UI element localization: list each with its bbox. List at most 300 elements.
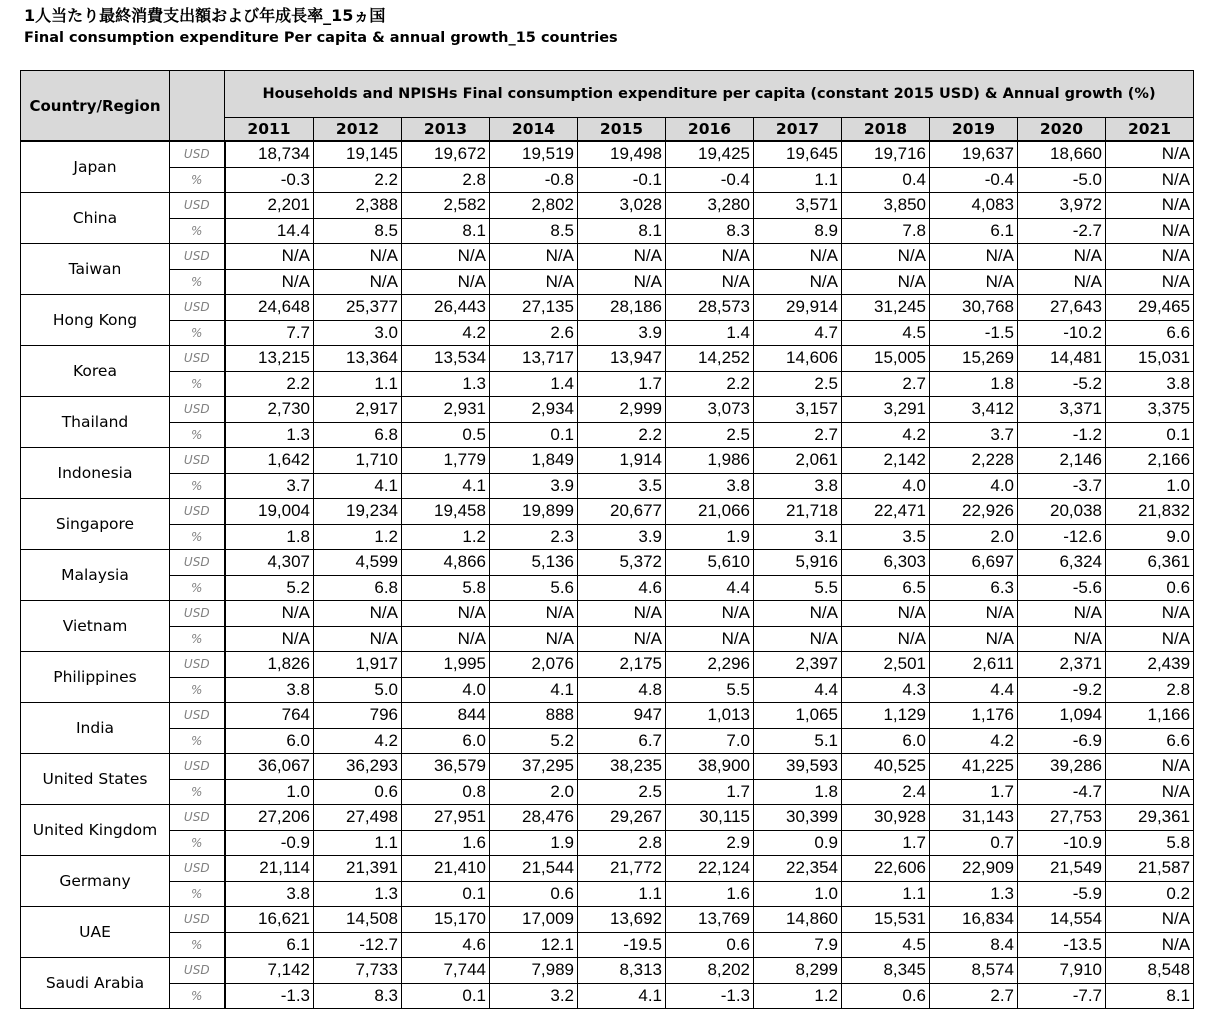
usd-value-cell: 37,295 (490, 754, 578, 780)
table-header (21, 71, 1194, 142)
usd-value-cell: 19,899 (490, 499, 578, 525)
growth-value-cell: 2.7 (842, 371, 930, 397)
growth-value-cell: 6.8 (314, 575, 402, 601)
country-name: Philippines (21, 652, 170, 703)
growth-value-cell: 4.2 (402, 320, 490, 346)
growth-value-cell: 1.1 (314, 371, 402, 397)
usd-value-cell: 13,364 (314, 346, 402, 372)
growth-value-cell: 1.3 (402, 371, 490, 397)
table-row-growth (21, 371, 1194, 397)
usd-value-cell: 38,900 (666, 754, 754, 780)
growth-value-cell: 2.0 (930, 524, 1018, 550)
growth-value-cell: 1.0 (225, 779, 314, 805)
usd-value-cell: 21,066 (666, 499, 754, 525)
table-row-growth (21, 983, 1194, 1009)
growth-value-cell: -10.9 (1018, 830, 1106, 856)
growth-value-cell: 8.1 (578, 218, 666, 244)
growth-value-cell: 1.8 (930, 371, 1018, 397)
growth-value-cell: 3.5 (842, 524, 930, 550)
usd-value-cell: 5,372 (578, 550, 666, 576)
growth-value-cell: 1.9 (490, 830, 578, 856)
table-row-growth (21, 320, 1194, 346)
year-header: 2015 (578, 118, 666, 142)
usd-value-cell: 4,083 (930, 193, 1018, 219)
growth-value-cell: 2.8 (1106, 677, 1194, 703)
usd-value-cell: 2,146 (1018, 448, 1106, 474)
growth-value-cell: N/A (578, 626, 666, 652)
usd-value-cell: 30,928 (842, 805, 930, 831)
table-row-usd (21, 703, 1194, 729)
usd-value-cell: 20,038 (1018, 499, 1106, 525)
usd-value-cell: 947 (578, 703, 666, 729)
growth-value-cell: 2.6 (490, 320, 578, 346)
usd-value-cell: N/A (666, 601, 754, 627)
usd-value-cell: 38,235 (578, 754, 666, 780)
usd-value-cell: 15,005 (842, 346, 930, 372)
growth-value-cell: -0.4 (666, 167, 754, 193)
table-row-growth (21, 677, 1194, 703)
usd-value-cell: N/A (754, 244, 842, 270)
table-row-growth (21, 626, 1194, 652)
table-row-growth (21, 779, 1194, 805)
growth-value-cell: 5.5 (754, 575, 842, 601)
growth-value-cell: N/A (754, 626, 842, 652)
growth-value-cell: 3.8 (666, 473, 754, 499)
growth-value-cell: 7.9 (754, 932, 842, 958)
growth-value-cell: 8.3 (666, 218, 754, 244)
usd-value-cell: 39,286 (1018, 754, 1106, 780)
usd-value-cell: 2,166 (1106, 448, 1194, 474)
table-row-usd (21, 448, 1194, 474)
unit-label-percent: % (170, 728, 225, 754)
growth-value-cell: 3.9 (490, 473, 578, 499)
unit-label-percent: % (170, 269, 225, 295)
usd-value-cell: 19,458 (402, 499, 490, 525)
usd-value-cell: 17,009 (490, 907, 578, 933)
usd-value-cell: 1,914 (578, 448, 666, 474)
growth-value-cell: 4.4 (666, 575, 754, 601)
unit-label-usd: USD (170, 244, 225, 270)
usd-value-cell: 2,371 (1018, 652, 1106, 678)
growth-value-cell: 4.5 (842, 320, 930, 346)
usd-value-cell: 19,672 (402, 141, 490, 167)
table-row-usd (21, 193, 1194, 219)
growth-value-cell: 0.6 (842, 983, 930, 1009)
growth-value-cell: -7.7 (1018, 983, 1106, 1009)
usd-value-cell: 2,582 (402, 193, 490, 219)
growth-value-cell: 3.7 (930, 422, 1018, 448)
usd-value-cell: 31,245 (842, 295, 930, 321)
unit-label-usd: USD (170, 550, 225, 576)
table-body (21, 141, 1194, 1009)
usd-value-cell: 2,999 (578, 397, 666, 423)
growth-value-cell: -5.6 (1018, 575, 1106, 601)
usd-value-cell: 39,593 (754, 754, 842, 780)
usd-value-cell: 27,643 (1018, 295, 1106, 321)
growth-value-cell: -0.4 (930, 167, 1018, 193)
growth-value-cell: 1.7 (578, 371, 666, 397)
growth-value-cell: 5.1 (754, 728, 842, 754)
country-name: Hong Kong (21, 295, 170, 346)
main-header: Households and NPISHs Final consumption expenditure per capita (constant 2015 USD) & Annual growth (%) (225, 71, 1194, 118)
usd-value-cell: N/A (314, 601, 402, 627)
table-row-growth (21, 269, 1194, 295)
usd-value-cell: 1,826 (225, 652, 314, 678)
table-row-usd (21, 295, 1194, 321)
page-title-japanese: 1人当たり最終消費支出額および年成長率_15ヵ国 (24, 6, 386, 25)
usd-value-cell: 844 (402, 703, 490, 729)
growth-value-cell: 8.5 (314, 218, 402, 244)
usd-value-cell: 27,498 (314, 805, 402, 831)
usd-value-cell: 40,525 (842, 754, 930, 780)
table-row-usd (21, 805, 1194, 831)
year-header: 2021 (1106, 118, 1194, 142)
growth-value-cell: 2.7 (754, 422, 842, 448)
usd-value-cell: 7,142 (225, 958, 314, 984)
usd-value-cell: 2,076 (490, 652, 578, 678)
usd-value-cell: 16,621 (225, 907, 314, 933)
growth-value-cell: 1.2 (314, 524, 402, 550)
usd-value-cell: 2,439 (1106, 652, 1194, 678)
usd-value-cell: 28,476 (490, 805, 578, 831)
growth-value-cell: -3.7 (1018, 473, 1106, 499)
growth-value-cell: 8.1 (1106, 983, 1194, 1009)
usd-value-cell: 1,986 (666, 448, 754, 474)
usd-value-cell: 3,972 (1018, 193, 1106, 219)
growth-value-cell: N/A (490, 626, 578, 652)
usd-value-cell: 2,501 (842, 652, 930, 678)
growth-value-cell: 8.9 (754, 218, 842, 244)
country-name: Singapore (21, 499, 170, 550)
usd-value-cell: 3,073 (666, 397, 754, 423)
usd-value-cell: N/A (930, 244, 1018, 270)
growth-value-cell: 1.7 (842, 830, 930, 856)
growth-value-cell: 4.7 (754, 320, 842, 346)
usd-value-cell: 13,947 (578, 346, 666, 372)
growth-value-cell: N/A (1018, 269, 1106, 295)
table-row-usd (21, 601, 1194, 627)
growth-value-cell: 1.0 (1106, 473, 1194, 499)
growth-value-cell: 1.1 (314, 830, 402, 856)
unit-label-percent: % (170, 320, 225, 346)
usd-value-cell: 5,916 (754, 550, 842, 576)
usd-value-cell: 2,201 (225, 193, 314, 219)
growth-value-cell: 2.5 (666, 422, 754, 448)
usd-value-cell: 3,157 (754, 397, 842, 423)
unit-label-usd: USD (170, 754, 225, 780)
usd-value-cell: N/A (754, 601, 842, 627)
growth-value-cell: N/A (402, 626, 490, 652)
growth-value-cell: 0.6 (1106, 575, 1194, 601)
growth-value-cell: 0.6 (490, 881, 578, 907)
growth-value-cell: N/A (930, 626, 1018, 652)
growth-value-cell: 1.4 (666, 320, 754, 346)
usd-value-cell: 19,645 (754, 141, 842, 167)
unit-label-percent: % (170, 167, 225, 193)
table-row-usd (21, 397, 1194, 423)
growth-value-cell: 2.3 (490, 524, 578, 550)
table-row-usd (21, 346, 1194, 372)
table-row-growth (21, 830, 1194, 856)
usd-value-cell: 8,202 (666, 958, 754, 984)
growth-value-cell: 6.0 (842, 728, 930, 754)
growth-value-cell: 4.2 (842, 422, 930, 448)
growth-value-cell: 0.5 (402, 422, 490, 448)
expenditure-table (20, 70, 1194, 1009)
growth-value-cell: 0.8 (402, 779, 490, 805)
usd-value-cell: 36,293 (314, 754, 402, 780)
usd-value-cell: 41,225 (930, 754, 1018, 780)
table-row-usd (21, 141, 1194, 167)
country-name: United States (21, 754, 170, 805)
usd-value-cell: 19,716 (842, 141, 930, 167)
country-name: Thailand (21, 397, 170, 448)
usd-value-cell: 2,397 (754, 652, 842, 678)
growth-value-cell: N/A (1106, 626, 1194, 652)
usd-value-cell: 30,768 (930, 295, 1018, 321)
growth-value-cell: 1.7 (930, 779, 1018, 805)
growth-value-cell: 2.8 (402, 167, 490, 193)
growth-value-cell: N/A (930, 269, 1018, 295)
usd-value-cell: 28,186 (578, 295, 666, 321)
growth-value-cell: -13.5 (1018, 932, 1106, 958)
country-name: Taiwan (21, 244, 170, 295)
usd-value-cell: 2,931 (402, 397, 490, 423)
usd-value-cell: 36,067 (225, 754, 314, 780)
usd-value-cell: N/A (1106, 193, 1194, 219)
usd-value-cell: 21,772 (578, 856, 666, 882)
growth-value-cell: 6.5 (842, 575, 930, 601)
unit-label-usd: USD (170, 601, 225, 627)
usd-value-cell: 14,481 (1018, 346, 1106, 372)
usd-value-cell: 14,252 (666, 346, 754, 372)
table-row-growth (21, 218, 1194, 244)
usd-value-cell: 30,399 (754, 805, 842, 831)
usd-value-cell: 15,531 (842, 907, 930, 933)
usd-value-cell: 13,215 (225, 346, 314, 372)
growth-value-cell: 3.8 (1106, 371, 1194, 397)
usd-value-cell: 7,733 (314, 958, 402, 984)
growth-value-cell: -9.2 (1018, 677, 1106, 703)
growth-value-cell: 1.1 (842, 881, 930, 907)
growth-value-cell: 8.4 (930, 932, 1018, 958)
growth-value-cell: 1.3 (314, 881, 402, 907)
usd-value-cell: 15,170 (402, 907, 490, 933)
year-header: 2011 (225, 118, 314, 142)
growth-value-cell: 3.1 (754, 524, 842, 550)
usd-value-cell: 29,914 (754, 295, 842, 321)
usd-value-cell: N/A (1106, 754, 1194, 780)
usd-value-cell: 13,717 (490, 346, 578, 372)
usd-value-cell: 14,508 (314, 907, 402, 933)
usd-value-cell: 764 (225, 703, 314, 729)
growth-value-cell: 4.0 (930, 473, 1018, 499)
usd-value-cell: N/A (1106, 907, 1194, 933)
unit-label-percent: % (170, 575, 225, 601)
growth-value-cell: 5.0 (314, 677, 402, 703)
growth-value-cell: 4.1 (578, 983, 666, 1009)
growth-value-cell: -12.6 (1018, 524, 1106, 550)
usd-value-cell: 3,280 (666, 193, 754, 219)
table-row-usd (21, 754, 1194, 780)
growth-value-cell: 3.5 (578, 473, 666, 499)
usd-value-cell: 27,753 (1018, 805, 1106, 831)
growth-value-cell: 2.0 (490, 779, 578, 805)
growth-value-cell: 4.1 (402, 473, 490, 499)
usd-value-cell: 22,124 (666, 856, 754, 882)
growth-value-cell: N/A (1106, 779, 1194, 805)
usd-value-cell: 30,115 (666, 805, 754, 831)
usd-value-cell: N/A (490, 601, 578, 627)
growth-value-cell: 7.0 (666, 728, 754, 754)
usd-value-cell: 25,377 (314, 295, 402, 321)
usd-value-cell: 15,269 (930, 346, 1018, 372)
usd-value-cell: 1,065 (754, 703, 842, 729)
growth-value-cell: 0.7 (930, 830, 1018, 856)
country-name: Saudi Arabia (21, 958, 170, 1009)
growth-value-cell: 6.7 (578, 728, 666, 754)
table-row-growth (21, 473, 1194, 499)
usd-value-cell: 29,361 (1106, 805, 1194, 831)
usd-value-cell: 2,061 (754, 448, 842, 474)
country-region-header: Country/Region (21, 71, 170, 142)
usd-value-cell: 21,410 (402, 856, 490, 882)
growth-value-cell: -2.7 (1018, 218, 1106, 244)
year-header: 2013 (402, 118, 490, 142)
growth-value-cell: 6.6 (1106, 320, 1194, 346)
country-name: Indonesia (21, 448, 170, 499)
growth-value-cell: N/A (842, 626, 930, 652)
usd-value-cell: 22,471 (842, 499, 930, 525)
usd-value-cell: 888 (490, 703, 578, 729)
usd-value-cell: N/A (1018, 601, 1106, 627)
growth-value-cell: 3.2 (490, 983, 578, 1009)
growth-value-cell: 4.4 (754, 677, 842, 703)
usd-value-cell: 3,571 (754, 193, 842, 219)
usd-value-cell: N/A (225, 244, 314, 270)
growth-value-cell: N/A (578, 269, 666, 295)
growth-value-cell: 1.8 (225, 524, 314, 550)
growth-value-cell: 3.7 (225, 473, 314, 499)
growth-value-cell: -1.3 (666, 983, 754, 1009)
usd-value-cell: 8,313 (578, 958, 666, 984)
growth-value-cell: 0.1 (402, 881, 490, 907)
usd-value-cell: N/A (1018, 244, 1106, 270)
growth-value-cell: -19.5 (578, 932, 666, 958)
usd-value-cell: 3,375 (1106, 397, 1194, 423)
growth-value-cell: 2.2 (314, 167, 402, 193)
usd-value-cell: 2,228 (930, 448, 1018, 474)
growth-value-cell: -10.2 (1018, 320, 1106, 346)
usd-value-cell: 1,013 (666, 703, 754, 729)
growth-value-cell: 3.9 (578, 524, 666, 550)
unit-header (170, 71, 225, 142)
usd-value-cell: 22,909 (930, 856, 1018, 882)
usd-value-cell: N/A (402, 244, 490, 270)
usd-value-cell: 2,296 (666, 652, 754, 678)
growth-value-cell: N/A (754, 269, 842, 295)
usd-value-cell: N/A (1106, 244, 1194, 270)
table-row-growth (21, 524, 1194, 550)
usd-value-cell: 18,660 (1018, 141, 1106, 167)
country-name: India (21, 703, 170, 754)
growth-value-cell: 2.2 (666, 371, 754, 397)
usd-value-cell: N/A (402, 601, 490, 627)
growth-value-cell: 4.1 (314, 473, 402, 499)
usd-value-cell: 2,917 (314, 397, 402, 423)
country-name: UAE (21, 907, 170, 958)
growth-value-cell: 2.7 (930, 983, 1018, 1009)
usd-value-cell: 21,549 (1018, 856, 1106, 882)
usd-value-cell: N/A (225, 601, 314, 627)
usd-value-cell: 1,710 (314, 448, 402, 474)
usd-value-cell: 2,730 (225, 397, 314, 423)
usd-value-cell: 1,917 (314, 652, 402, 678)
usd-value-cell: 13,534 (402, 346, 490, 372)
usd-value-cell: 6,303 (842, 550, 930, 576)
growth-value-cell: 2.2 (578, 422, 666, 448)
usd-value-cell: 19,637 (930, 141, 1018, 167)
growth-value-cell: N/A (1106, 932, 1194, 958)
usd-value-cell: 1,779 (402, 448, 490, 474)
usd-value-cell: 2,175 (578, 652, 666, 678)
growth-value-cell: 9.0 (1106, 524, 1194, 550)
growth-value-cell: 4.0 (402, 677, 490, 703)
usd-value-cell: 19,425 (666, 141, 754, 167)
usd-value-cell: 13,769 (666, 907, 754, 933)
country-name: China (21, 193, 170, 244)
usd-value-cell: 19,234 (314, 499, 402, 525)
growth-value-cell: 3.8 (754, 473, 842, 499)
usd-value-cell: 19,498 (578, 141, 666, 167)
usd-value-cell: N/A (1106, 141, 1194, 167)
usd-value-cell: 19,519 (490, 141, 578, 167)
growth-value-cell: 12.1 (490, 932, 578, 958)
usd-value-cell: 19,145 (314, 141, 402, 167)
growth-value-cell: N/A (1106, 167, 1194, 193)
table-row-usd (21, 856, 1194, 882)
growth-value-cell: 1.2 (754, 983, 842, 1009)
year-header: 2012 (314, 118, 402, 142)
growth-value-cell: 0.4 (842, 167, 930, 193)
usd-value-cell: N/A (842, 244, 930, 270)
usd-value-cell: 4,866 (402, 550, 490, 576)
unit-label-usd: USD (170, 141, 225, 167)
unit-label-usd: USD (170, 193, 225, 219)
usd-value-cell: 31,143 (930, 805, 1018, 831)
country-name: Germany (21, 856, 170, 907)
growth-value-cell: 4.6 (402, 932, 490, 958)
country-name: Vietnam (21, 601, 170, 652)
usd-value-cell: 14,860 (754, 907, 842, 933)
usd-value-cell: 8,299 (754, 958, 842, 984)
growth-value-cell: 5.8 (402, 575, 490, 601)
growth-value-cell: N/A (402, 269, 490, 295)
usd-value-cell: 20,677 (578, 499, 666, 525)
usd-value-cell: N/A (578, 244, 666, 270)
unit-label-percent: % (170, 626, 225, 652)
usd-value-cell: 28,573 (666, 295, 754, 321)
growth-value-cell: 4.4 (930, 677, 1018, 703)
growth-value-cell: -5.0 (1018, 167, 1106, 193)
usd-value-cell: N/A (666, 244, 754, 270)
usd-value-cell: 2,934 (490, 397, 578, 423)
growth-value-cell: 1.4 (490, 371, 578, 397)
growth-value-cell: 0.1 (490, 422, 578, 448)
country-name: United Kingdom (21, 805, 170, 856)
growth-value-cell: 2.5 (754, 371, 842, 397)
growth-value-cell: N/A (225, 626, 314, 652)
